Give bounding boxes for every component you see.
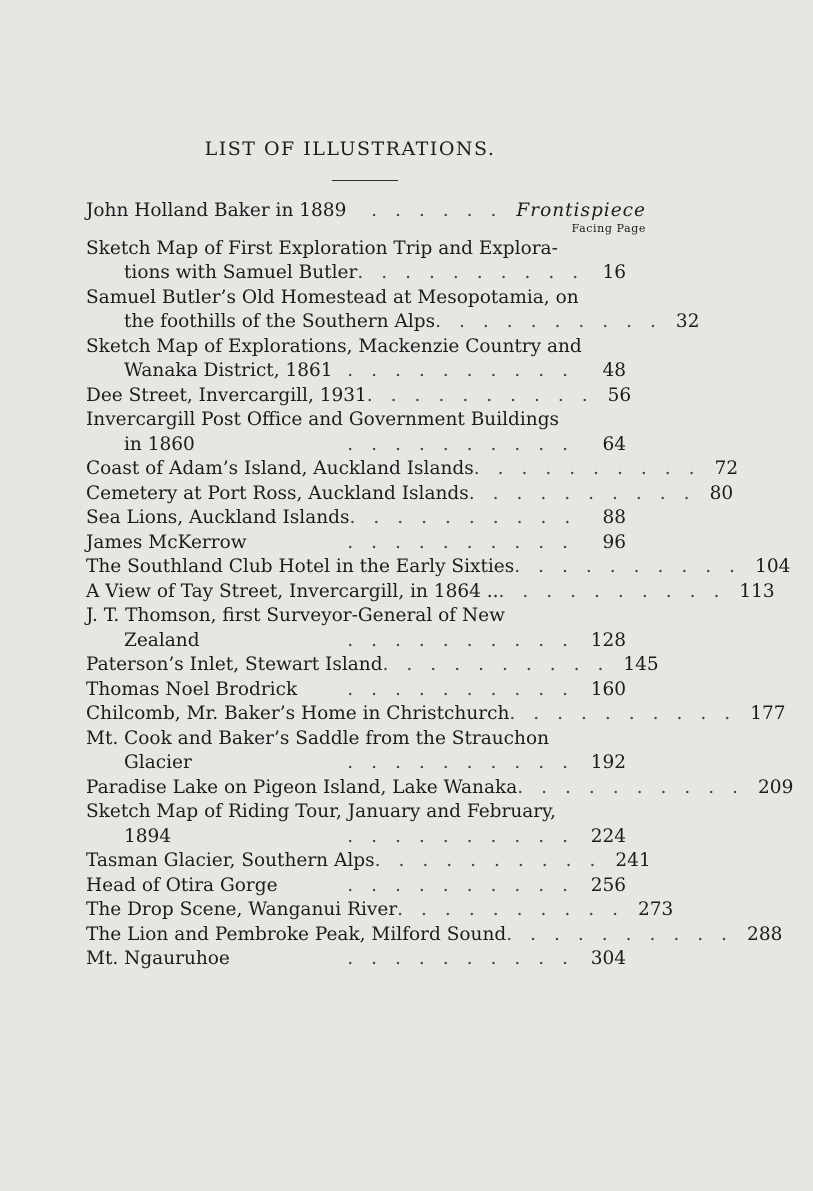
- entry-page: 273: [637, 899, 674, 920]
- entry-page: 224: [590, 825, 626, 847]
- entry-title: Zealand: [124, 629, 200, 651]
- entry-page: 48: [602, 360, 626, 381]
- list-item: [86, 800, 646, 849]
- dot-leader: ..........: [347, 825, 586, 847]
- list-item: [86, 923, 783, 948]
- entry-title: in 1860: [124, 433, 195, 455]
- entry-line: [86, 384, 646, 409]
- list-item: [86, 384, 646, 409]
- dot-leader: ......: [371, 200, 515, 221]
- dot-leader: ..........: [366, 384, 606, 406]
- entry-line: [86, 310, 700, 335]
- entry-line: [86, 359, 646, 384]
- dot-leader: ..........: [435, 311, 674, 332]
- entry-page: 160: [590, 678, 626, 700]
- dot-leader: ..........: [514, 556, 754, 577]
- entry-page: 113: [739, 580, 775, 602]
- list-item: [86, 580, 775, 605]
- entry-title: The Drop Scene, Wanganui River: [86, 899, 398, 920]
- entry-line: [86, 335, 646, 360]
- entry-title: Mt. Cook and Baker’s Saddle from the Strauchon: [86, 727, 549, 749]
- entry-line: [86, 825, 646, 850]
- list-item: [86, 506, 646, 531]
- entry-line: [86, 261, 646, 286]
- list-item: [86, 555, 791, 580]
- heading-rule: [332, 180, 398, 181]
- page-heading: LIST OF ILLUSTRATIONS.: [204, 138, 496, 160]
- entry-title: Dee Street, Invercargill, 1931: [86, 384, 367, 406]
- entry-title: Sketch Map of First Exploration Trip and Explora-: [86, 237, 558, 259]
- entry-title: Wanaka District, 1861: [124, 360, 333, 381]
- dot-leader: ..........: [397, 899, 636, 920]
- dot-leader: ..........: [347, 752, 586, 773]
- entry-line: [86, 751, 646, 776]
- entry-page: 192: [590, 752, 626, 773]
- dot-leader: ..........: [347, 948, 586, 969]
- entry-line: [86, 776, 794, 801]
- entry-page: 145: [623, 654, 659, 675]
- list-item: [86, 653, 659, 678]
- dot-leader: ..........: [498, 580, 738, 602]
- entry-line: [86, 653, 659, 678]
- entry-line: [86, 433, 646, 458]
- list-item: [86, 408, 646, 457]
- dot-leader: ..........: [468, 482, 708, 504]
- entry-title: A View of Tay Street, Invercargill, in 1864 ..: [86, 580, 499, 602]
- dot-leader: ..........: [347, 433, 586, 455]
- entry-page: 209: [758, 776, 794, 798]
- entry-title: 1894: [124, 825, 172, 847]
- entry-title: Sketch Map of Explorations, Mackenzie Country and: [86, 335, 582, 357]
- entry-line: [86, 286, 646, 311]
- entry-line: [86, 531, 646, 556]
- entry-line: [86, 727, 646, 752]
- entry-line: [86, 506, 646, 531]
- entry-page: Frontispiece: [516, 200, 646, 221]
- entry-line: [86, 923, 783, 948]
- entry-title: Glacier: [124, 752, 192, 773]
- dot-leader: ..........: [347, 360, 586, 381]
- entry-title: Tasman Glacier, Southern Alps: [86, 850, 375, 871]
- entry-page: 177: [750, 703, 786, 724]
- entry-page: 304: [590, 948, 626, 969]
- dot-leader: ..........: [349, 507, 589, 528]
- entry-page: 256: [590, 874, 626, 896]
- entry-title: James McKerrow: [86, 531, 247, 553]
- dot-leader: ..........: [509, 703, 749, 724]
- entries-container: [86, 237, 794, 972]
- entry-title: J. T. Thomson, first Surveyor-General of New: [86, 605, 505, 626]
- list-item: [86, 947, 646, 972]
- dot-leader: ..........: [517, 776, 757, 798]
- entry-page: 128: [590, 629, 626, 651]
- dot-leader: ..........: [347, 629, 586, 651]
- dot-leader: ..........: [347, 678, 586, 700]
- entry-title: Cemetery at Port Ross, Auckland Islands: [86, 482, 469, 504]
- entry-page: 72: [714, 458, 739, 479]
- entry-line: [86, 199, 646, 224]
- entry-title: Paradise Lake on Pigeon Island, Lake Wanaka: [86, 776, 518, 798]
- list-item: [86, 482, 734, 507]
- entry-title: tions with Samuel Butler: [124, 262, 358, 283]
- dot-leader: ..........: [506, 923, 746, 945]
- entry-page: 88: [602, 507, 626, 528]
- entry-title: The Southland Club Hotel in the Early Sixties: [86, 556, 515, 577]
- entry-title: the foothills of the Southern Alps: [124, 311, 436, 332]
- entry-page: 104: [755, 556, 791, 577]
- entry-title: Mt. Ngauruhoe: [86, 948, 230, 969]
- entry-line: [86, 482, 734, 507]
- entry-line: [86, 947, 646, 972]
- entry-line: [86, 555, 791, 580]
- entry-line: [86, 678, 646, 703]
- entry-line: [86, 408, 646, 433]
- entry-title: Invercargill Post Office and Government Buildings: [86, 409, 560, 430]
- entry-page: 80: [709, 482, 734, 504]
- entry-line: [86, 702, 786, 727]
- entry-line: [86, 604, 646, 629]
- entry-line: [86, 457, 739, 482]
- entry-title: Head of Otira Gorge: [86, 874, 278, 896]
- entry-title: Chilcomb, Mr. Baker’s Home in Christchurch: [86, 703, 510, 724]
- entry-line: [86, 800, 646, 825]
- list-item: [86, 457, 739, 482]
- entry-title: Paterson’s Inlet, Stewart Island: [86, 654, 383, 675]
- list-item: [86, 531, 646, 556]
- entry-page: 288: [747, 923, 783, 945]
- dot-leader: ..........: [347, 531, 586, 553]
- list-item: [86, 702, 786, 727]
- list-item: [86, 335, 646, 384]
- entry-page: 16: [602, 262, 626, 283]
- entry-page: 96: [602, 531, 626, 553]
- list-item: [86, 727, 646, 776]
- dot-leader: ..........: [374, 850, 614, 871]
- entry-line: [86, 629, 646, 654]
- entry-title: Coast of Adam’s Island, Auckland Islands: [86, 458, 474, 479]
- entry-line: [86, 874, 646, 899]
- dot-leader: ..........: [357, 262, 597, 283]
- list-item: [86, 874, 646, 899]
- illustrations-list: [86, 199, 794, 972]
- entry-line: [86, 580, 775, 605]
- list-item: [86, 237, 646, 286]
- list-item: [86, 849, 651, 874]
- list-item: [86, 286, 700, 335]
- entry-title: John Holland Baker in 1889: [86, 200, 347, 221]
- dot-leader: ..........: [473, 458, 713, 479]
- entry-title: Sea Lions, Auckland Islands: [86, 507, 350, 528]
- entry-title: Thomas Noel Brodrick: [86, 678, 298, 700]
- dot-leader: ..........: [347, 874, 586, 896]
- list-item: [86, 776, 794, 801]
- entry-line: [86, 237, 646, 262]
- entry-page: 56: [607, 384, 632, 406]
- entry-page: 64: [602, 433, 626, 455]
- entry-line: [86, 898, 674, 923]
- frontispiece-entry: [86, 199, 646, 224]
- facing-page-label: Facing Page: [571, 221, 646, 235]
- entry-page: 32: [675, 311, 700, 332]
- entry-title: The Lion and Pembroke Peak, Milford Sound: [86, 923, 507, 945]
- entry-page: 241: [615, 850, 651, 871]
- entry-title: Sketch Map of Riding Tour, January and February,: [86, 801, 557, 822]
- entry-title: Samuel Butler’s Old Homestead at Mesopotamia, on: [86, 286, 579, 308]
- list-item: [86, 678, 646, 703]
- list-item: [86, 898, 674, 923]
- list-item: [86, 604, 646, 653]
- entry-line: [86, 849, 651, 874]
- dot-leader: ..........: [382, 654, 622, 675]
